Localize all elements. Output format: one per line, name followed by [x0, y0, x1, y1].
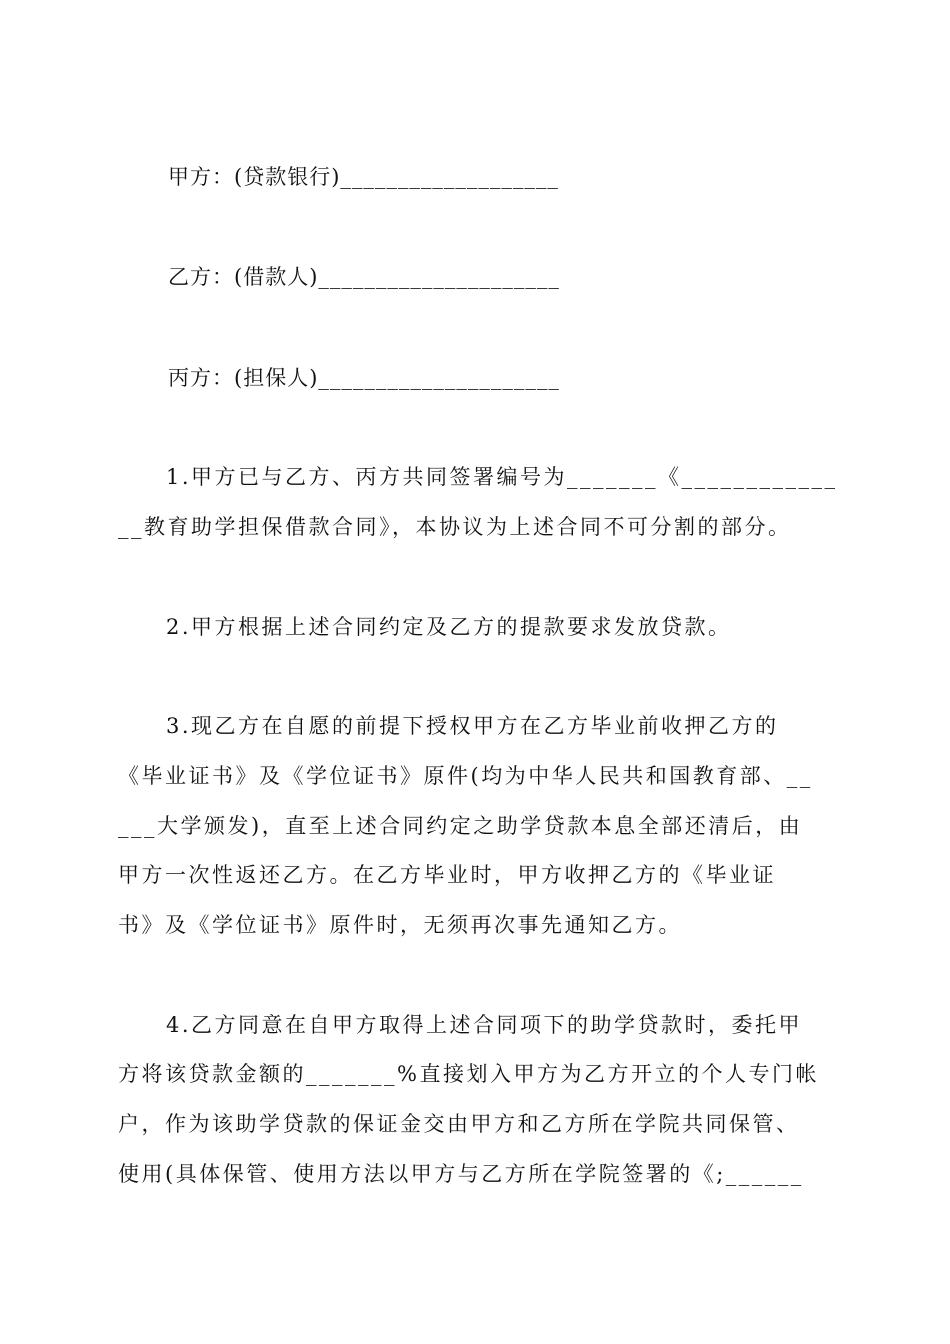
clause-3-line-5: 书》及《学位证书》原件时，无须再次事先通知乙方。 [118, 913, 682, 937]
clause-1-line-2: __教育助学担保借款合同》，本协议为上述合同不可分割的部分。 [118, 515, 792, 539]
clause-4-line-3: 户，作为该助学贷款的保证金交由甲方和乙方所在学院共同保管、 [118, 1112, 800, 1136]
party-c-line: 丙方：(担保人)_____________________ [168, 366, 560, 390]
clause-2-line-1: 2.甲方根据上述合同约定及乙方的提款要求发放贷款。 [166, 615, 732, 639]
clause-4-line-2: 方将该贷款金额的_______%直接划入甲方为乙方开立的个人专门帐 [118, 1062, 819, 1086]
clause-3-line-2: 《毕业证书》及《学位证书》原件(均为中华人民共和国教育部、__ [118, 764, 813, 788]
party-b-line: 乙方：(借款人)_____________________ [168, 265, 560, 289]
clause-4-line-1: 4.乙方同意在自甲方取得上述合同项下的助学贷款时，委托甲 [166, 1013, 803, 1037]
clause-3-line-1: 3.现乙方在自愿的前提下授权甲方在乙方毕业前收押乙方的 [166, 714, 779, 738]
clause-3-line-3: ___大学颁发)，直至上述合同约定之助学贷款本息全部还清后，由 [118, 814, 803, 838]
clause-4-line-4: 使用(具体保管、使用方法以甲方与乙方所在学院签署的《;______ [118, 1162, 804, 1186]
clause-3-line-4: 甲方一次性返还乙方。在乙方毕业时，甲方收押乙方的《毕业证 [118, 863, 776, 887]
clause-1-line-1: 1.甲方已与乙方、丙方共同签署编号为_______《____________ [166, 465, 838, 489]
party-a-line: 甲方：(贷款银行)___________________ [168, 165, 559, 189]
